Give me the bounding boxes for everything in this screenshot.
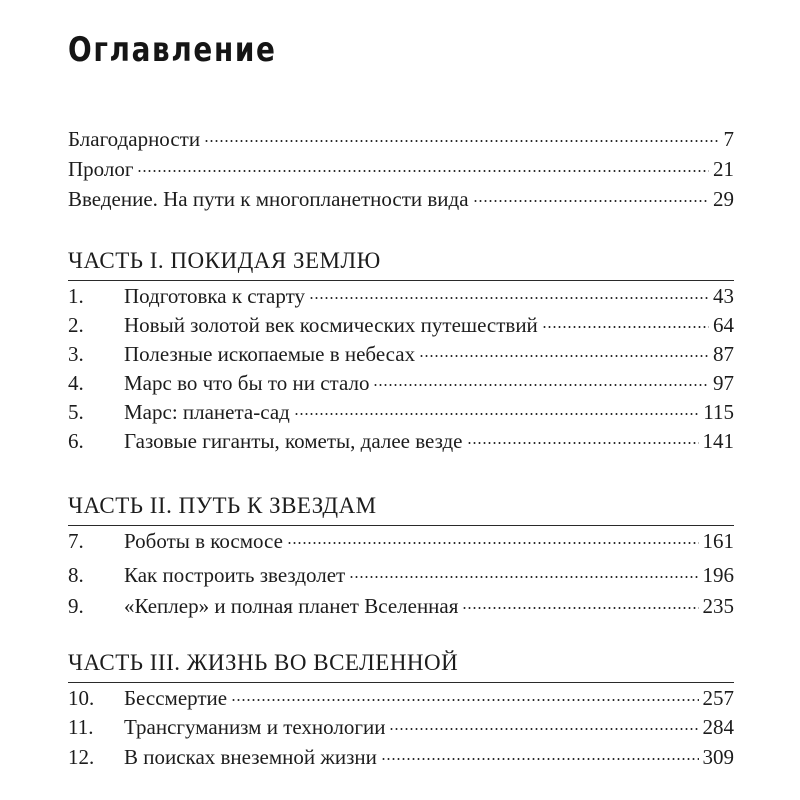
entry-title: Благодарности	[68, 127, 201, 151]
dot-leader	[373, 384, 709, 386]
toc-entry[interactable]	[68, 398, 734, 426]
entry-page: 43	[713, 284, 734, 308]
page-title: Оглавление	[68, 30, 277, 70]
toc-entry[interactable]	[68, 340, 734, 368]
entry-title: Пролог	[68, 157, 134, 181]
entry-title: Роботы в космосе	[124, 529, 283, 553]
entry-page: 196	[702, 563, 734, 587]
chapter-number: 8.	[68, 563, 84, 587]
toc-entry[interactable]	[68, 713, 734, 741]
chapter-number: 4.	[68, 371, 84, 395]
entry-title: Как построить звездолет	[124, 563, 346, 587]
dot-leader	[473, 200, 709, 202]
chapter-number: 12.	[68, 745, 95, 769]
entry-title: Трансгуманизм и технологии	[124, 715, 386, 739]
entry-title: Бессмертие	[124, 686, 228, 710]
entry-title: «Кеплер» и полная планет Вселенная	[124, 594, 459, 618]
entry-title: Подготовка к старту	[124, 284, 305, 308]
dot-leader	[462, 607, 698, 609]
toc-entry[interactable]	[68, 592, 734, 620]
entry-page: 64	[713, 313, 734, 337]
chapter-number: 2.	[68, 313, 84, 337]
chapter-number: 5.	[68, 400, 84, 424]
dot-leader	[542, 326, 709, 328]
toc-entry[interactable]	[68, 369, 734, 397]
toc-entry[interactable]	[68, 684, 734, 712]
toc-entry[interactable]	[68, 427, 734, 455]
entry-page: 284	[702, 715, 734, 739]
entry-title: Новый золотой век космических путешествий	[124, 313, 538, 337]
chapter-number: 3.	[68, 342, 84, 366]
chapter-number: 7.	[68, 529, 84, 553]
part-heading: ЧАСТЬ II. ПУТЬ К ЗВЕЗДАМ	[68, 493, 377, 518]
chapter-number: 9.	[68, 594, 84, 618]
entry-page: 7	[723, 127, 734, 151]
entry-page: 97	[713, 371, 734, 395]
chapter-number: 10.	[68, 686, 95, 710]
toc-entry[interactable]	[68, 311, 734, 339]
entry-title: Марс во что бы то ни стало	[124, 371, 370, 395]
toc-entry[interactable]	[68, 155, 734, 183]
part-heading: ЧАСТЬ III. ЖИЗНЬ ВО ВСЕЛЕННОЙ	[68, 650, 459, 675]
dot-leader	[204, 140, 719, 142]
dot-leader	[381, 758, 699, 760]
entry-page: 257	[702, 686, 734, 710]
chapter-number: 6.	[68, 429, 84, 453]
dot-leader	[231, 699, 698, 701]
toc-entry[interactable]	[68, 282, 734, 310]
entry-page: 309	[702, 745, 734, 769]
dot-leader	[349, 576, 698, 578]
entry-page: 161	[702, 529, 734, 553]
entry-title: Марс: планета-сад	[124, 400, 290, 424]
dot-leader	[287, 542, 699, 544]
dot-leader	[309, 297, 709, 299]
part-divider	[68, 682, 734, 683]
entry-page: 87	[713, 342, 734, 366]
dot-leader	[389, 728, 698, 730]
toc-entry[interactable]	[68, 125, 734, 153]
dot-leader	[419, 355, 709, 357]
entry-page: 21	[713, 157, 734, 181]
entry-title: Введение. На пути к многопланетности вида	[68, 187, 469, 211]
dot-leader	[294, 413, 699, 415]
entry-page: 141	[702, 429, 734, 453]
toc-entry[interactable]	[68, 561, 734, 589]
part-divider	[68, 280, 734, 281]
entry-page: 235	[702, 594, 734, 618]
toc-entry[interactable]	[68, 743, 734, 771]
dot-leader	[137, 170, 709, 172]
chapter-number: 11.	[68, 715, 94, 739]
toc-entry[interactable]	[68, 185, 734, 213]
entry-title: Полезные ископаемые в небесах	[124, 342, 416, 366]
toc-entry[interactable]	[68, 527, 734, 555]
entry-title: В поисках внеземной жизни	[124, 745, 377, 769]
part-divider	[68, 525, 734, 526]
dot-leader	[467, 442, 699, 444]
entry-page: 29	[713, 187, 734, 211]
entry-page: 115	[703, 400, 734, 424]
entry-title: Газовые гиганты, кометы, далее везде	[124, 429, 463, 453]
part-heading: ЧАСТЬ I. ПОКИДАЯ ЗЕМЛЮ	[68, 248, 381, 273]
chapter-number: 1.	[68, 284, 84, 308]
